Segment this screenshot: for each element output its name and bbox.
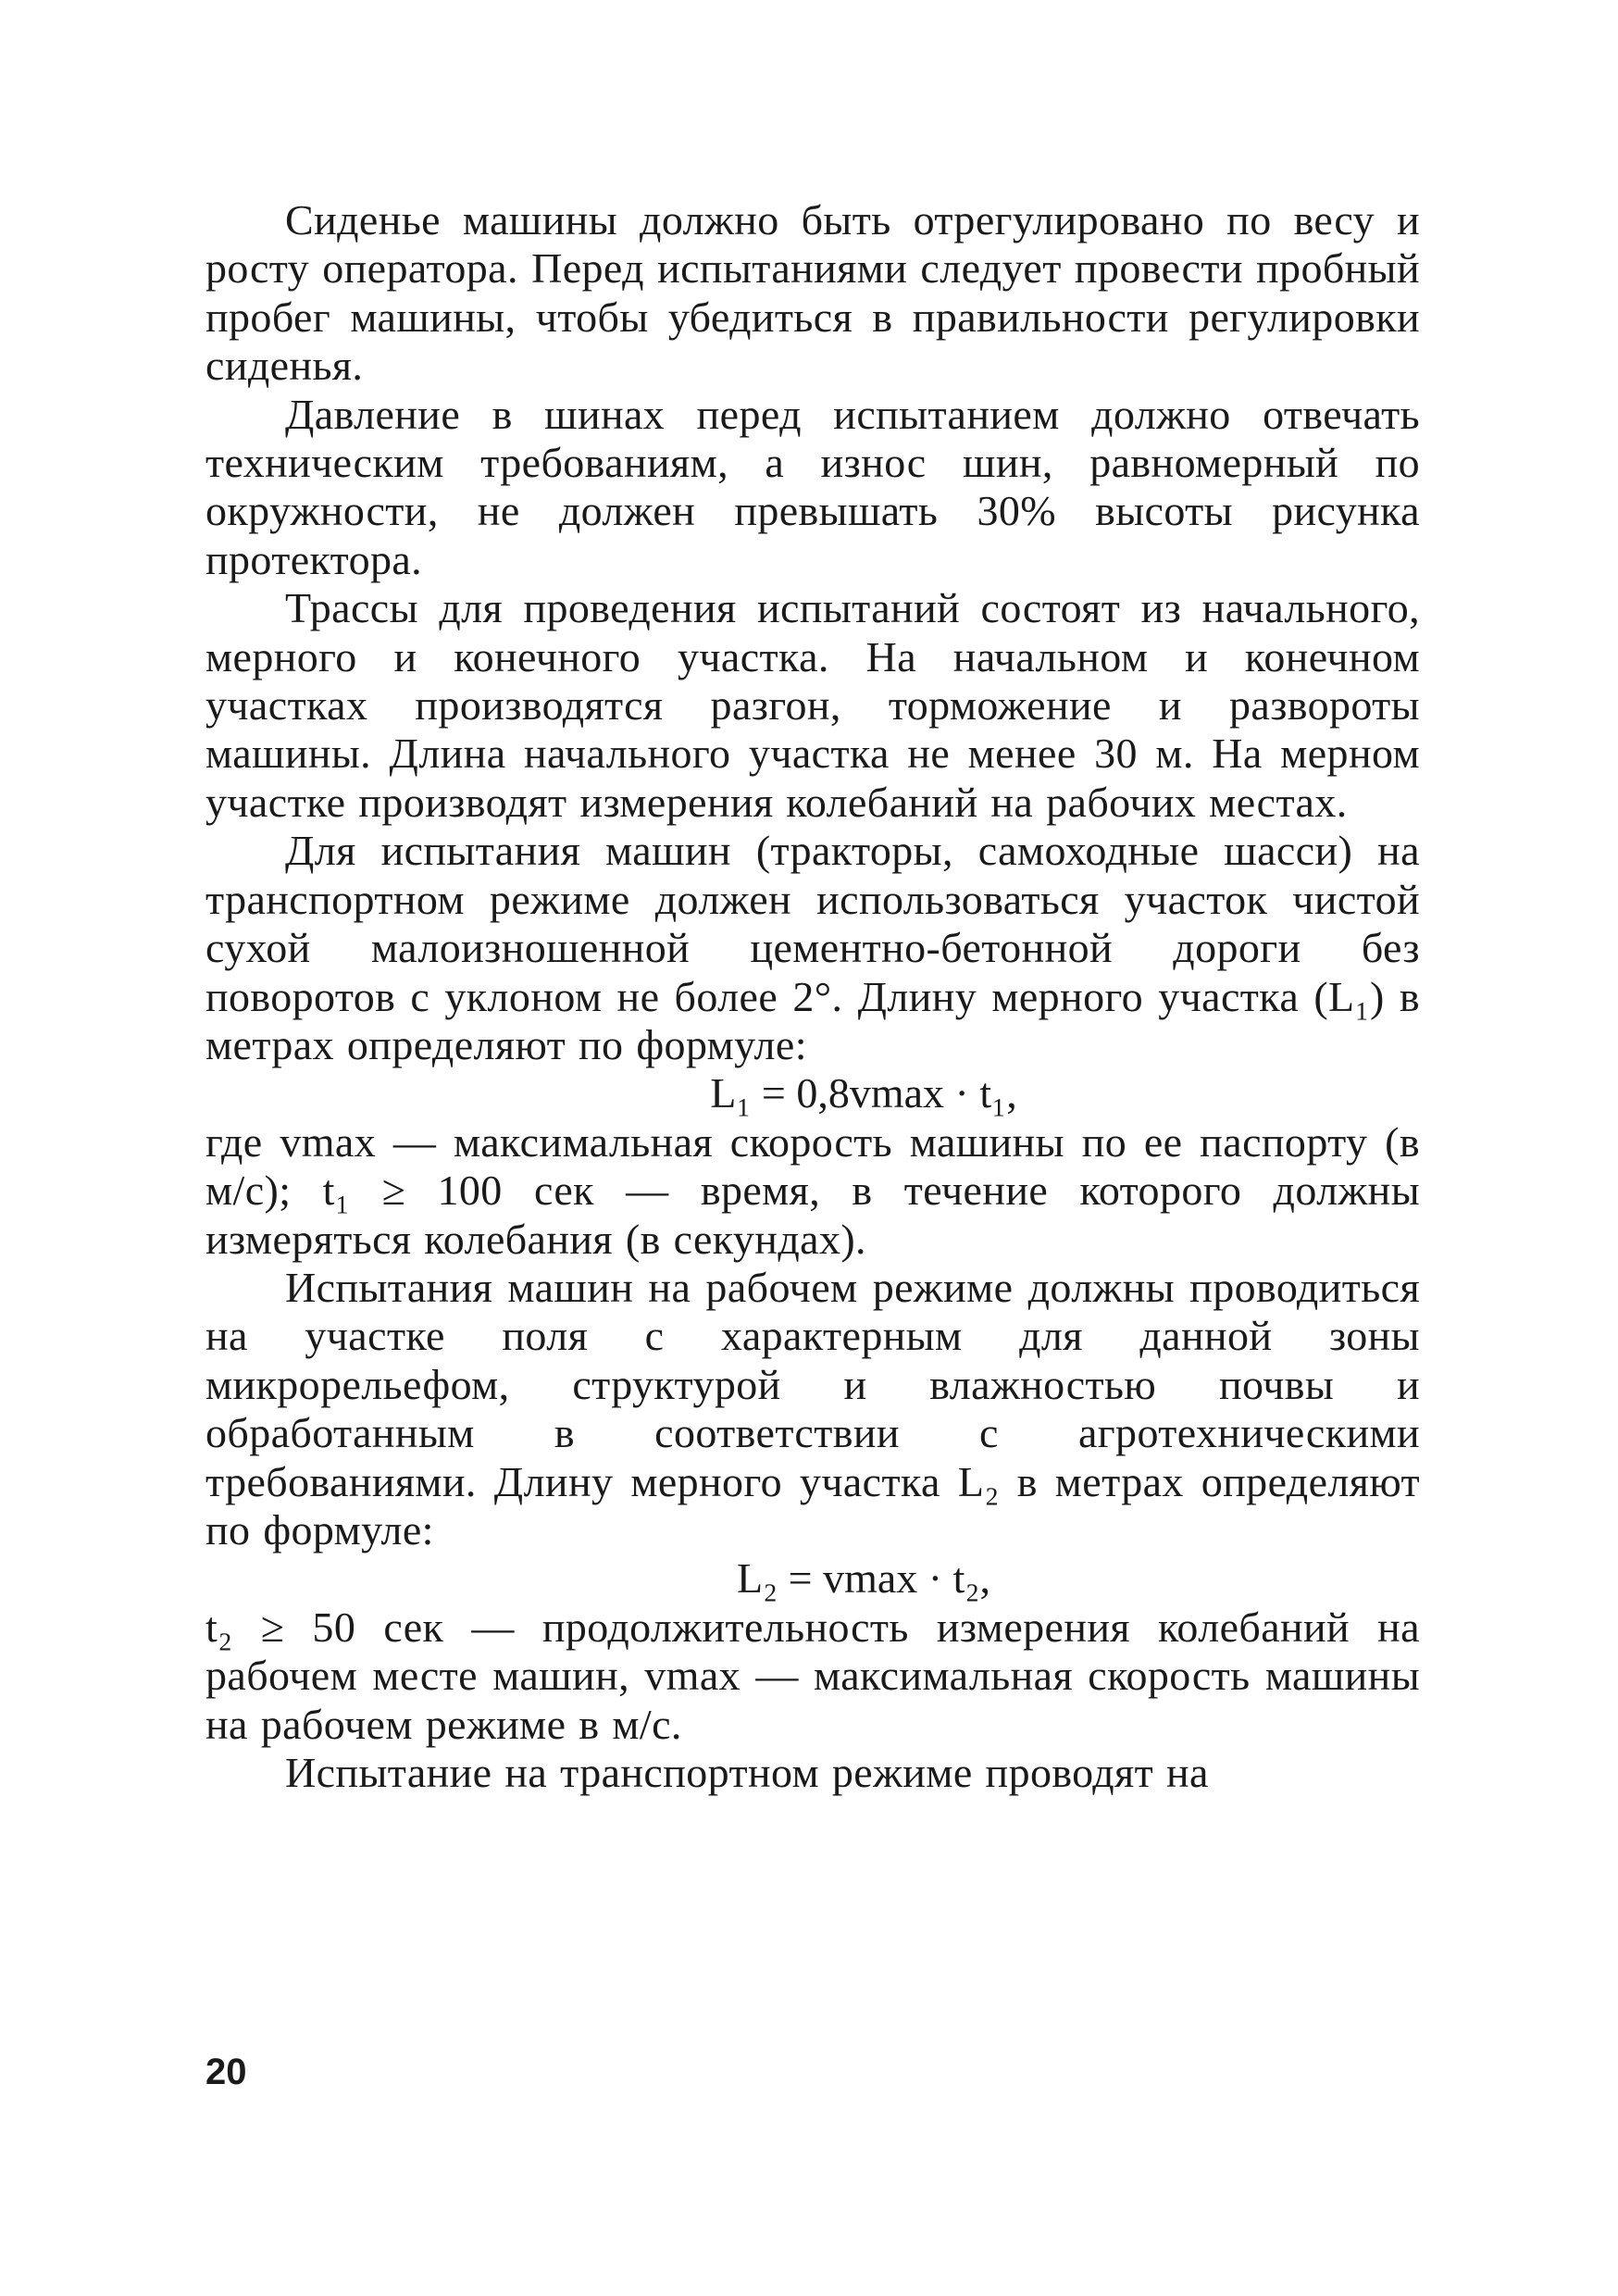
text-column: [205, 196, 1420, 1797]
paragraph-transport-mode: Для испытания машин (тракторы, самоходные шасси) на транспортном режиме должен использоваться участок чистой сухой малоизношенной цементно-бетонной дороги без поворотов с уклоном не более 2°. Длину мерного участка (L₁) в метрах определяют по формуле:: [205, 827, 1420, 1068]
paragraph-test-tracks: Трассы для проведения испытаний состоят из начального, мерного и конечного участка. На начальном и конечном участках производятся разгон, торможение и развороты машины. Длина начального участка не менее 30 м. На мерном участке производят измерения колебаний на рабочих местах.: [205, 584, 1420, 826]
paragraph-formula-l2-legend: t₂ ≥ 50 сек — продолжительность измерения колебаний на рабочем месте машин, vmax — максимальная скорость машины на рабочем режиме в м/с.: [205, 1603, 1420, 1748]
page-number: 20: [205, 2052, 247, 2092]
paragraph-seat-adjustment: Сиденье машины должно быть отрегулировано по весу и росту оператора. Перед испытаниями следует провести пробный пробег машины, чтобы убедиться в правильности регулировки сиденья.: [205, 196, 1420, 390]
paragraph-formula-l1-legend: где vmax — максимальная скорость машины по ее паспорту (в м/с); t₁ ≥ 100 сек — время, в течение которого должны измеряться колебания (в секундах).: [205, 1117, 1420, 1263]
paragraph-transport-test: Испытание на транспортном режиме проводят на: [285, 1749, 1209, 1796]
formula-l2: L₂ = vmax · t₂,: [737, 1554, 990, 1603]
paragraph-tire-pressure: Давление в шинах перед испытанием должно отвечать техническим требованиям, а износ шин, равномерный по окружности, не должен превышать 30% высоты рисунка протектора.: [205, 390, 1420, 583]
formula-l1: L₁ = 0,8vmax · t₁,: [710, 1069, 1017, 1117]
paragraph-working-mode: Испытания машин на рабочем режиме должны проводиться на участке поля с характерным для данной зоны микрорельефом, структурой и влажностью почвы и обработанным в соответствии с агротехническими требованиями. Длину мерного участка L₂ в метрах определяют по формуле:: [205, 1263, 1420, 1554]
